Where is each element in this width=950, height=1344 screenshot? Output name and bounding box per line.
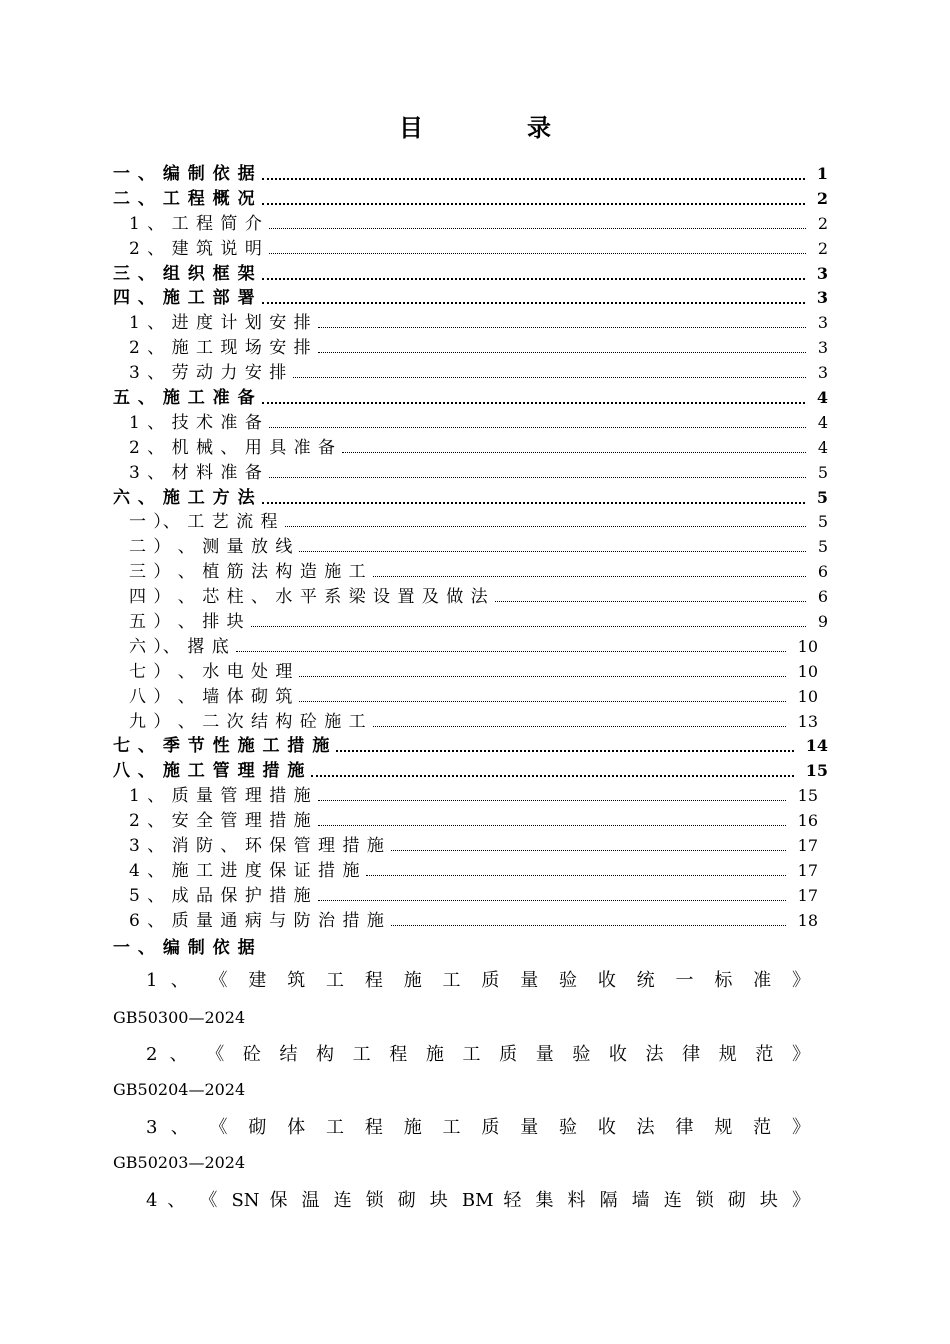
toc-row[interactable] <box>113 734 828 759</box>
basis-item-1: 1 、 《 建 筑 工 程 施 工 质 量 验 收 统 一 标 准 》 <box>146 970 811 991</box>
toc-leader-dots <box>262 187 805 212</box>
toc-page-number: 17 <box>797 860 818 880</box>
toc-page-number: 15 <box>805 761 828 781</box>
toc-leader-dots <box>262 262 805 287</box>
toc-row[interactable] <box>113 361 828 386</box>
toc-row[interactable] <box>113 660 828 685</box>
toc-entry-label: 五 ） 、 排 块 <box>129 610 245 635</box>
toc-page-number: 2 <box>817 213 828 233</box>
toc-entry-label: 2 、 建 筑 说 明 <box>129 237 263 262</box>
toc-entry-label: 1 、 工 程 简 介 <box>129 212 263 237</box>
toc-entry-label: 2 、 施 工 现 场 安 排 <box>129 336 312 361</box>
toc-row[interactable] <box>113 759 828 784</box>
toc-row[interactable] <box>113 162 828 187</box>
toc-row[interactable] <box>113 510 828 535</box>
toc-leader-dots <box>391 909 786 934</box>
toc-page-number: 15 <box>797 786 818 806</box>
toc-leader-dots <box>285 510 806 535</box>
toc-row[interactable] <box>113 486 828 511</box>
toc-leader-dots <box>366 859 786 884</box>
toc-page-number: 4 <box>817 412 828 432</box>
toc-leader-dots <box>293 361 806 386</box>
toc-page-number: 13 <box>797 711 818 731</box>
toc-row[interactable] <box>113 336 828 361</box>
toc-leader-dots <box>495 585 806 610</box>
toc-page-number: 6 <box>817 587 828 607</box>
toc-row[interactable] <box>113 461 828 486</box>
toc-row[interactable] <box>113 909 828 934</box>
toc-page-number: 2 <box>816 188 828 208</box>
toc-page-number: 17 <box>797 885 818 905</box>
toc-title: 目 录 <box>399 113 591 142</box>
toc-page-number: 3 <box>817 338 828 358</box>
toc-entry-label: 2 、 安 全 管 理 措 施 <box>129 809 312 834</box>
toc-entry-label: 三 ） 、 植 筋 法 构 造 施 工 <box>129 560 367 585</box>
toc-leader-dots <box>262 162 805 187</box>
toc-row[interactable] <box>113 710 828 735</box>
toc-entry-label: 七 ） 、 水 电 处 理 <box>129 660 293 685</box>
toc-entry-label: 二 ） 、 测 量 放 线 <box>129 535 293 560</box>
toc-leader-dots <box>262 286 805 311</box>
toc-leader-dots <box>299 685 786 710</box>
toc-page-number: 3 <box>816 263 828 283</box>
basis-code-2: GB50204—2024 <box>113 1080 246 1099</box>
toc-leader-dots <box>318 311 806 336</box>
toc-page-number: 5 <box>817 537 828 557</box>
toc-row[interactable] <box>113 286 828 311</box>
toc-leader-dots <box>391 834 786 859</box>
toc-row[interactable] <box>113 411 828 436</box>
toc-entry-label: 5 、 成 品 保 护 措 施 <box>129 884 312 909</box>
toc-row[interactable] <box>113 610 828 635</box>
toc-page-number: 9 <box>817 612 828 632</box>
toc-page-number: 5 <box>817 462 828 482</box>
toc-leader-dots <box>373 560 806 585</box>
toc-entry-label: 2 、 机 械 、 用 具 准 备 <box>129 436 336 461</box>
toc-entry-label: 6 、 质 量 通 病 与 防 治 措 施 <box>129 909 385 934</box>
toc-row[interactable] <box>113 809 828 834</box>
toc-entry-label: 1 、 进 度 计 划 安 排 <box>129 311 312 336</box>
toc-entry-label: 八 、 施 工 管 理 措 施 <box>113 759 305 784</box>
toc-row[interactable] <box>113 784 828 809</box>
toc-page-number: 10 <box>797 661 818 681</box>
basis-code-1: GB50300—2024 <box>113 1008 246 1027</box>
basis-item-3: 3 、 《 砌 体 工 程 施 工 质 量 验 收 法 律 规 范 》 <box>146 1117 811 1138</box>
toc-page-number: 5 <box>817 512 828 532</box>
toc-leader-dots <box>311 759 794 784</box>
toc-leader-dots <box>269 461 806 486</box>
toc-row[interactable] <box>113 560 828 585</box>
toc-row[interactable] <box>113 635 828 660</box>
toc-row[interactable] <box>113 859 828 884</box>
section-heading: 一 、 编 制 依 据 <box>113 938 256 958</box>
toc-entry-label: 3 、 消 防 、 环 保 管 理 措 施 <box>129 834 385 859</box>
toc-leader-dots <box>236 635 786 660</box>
toc-entry-label: 一 、 编 制 依 据 <box>113 162 256 187</box>
toc-page-number: 4 <box>816 388 828 408</box>
toc-entry-label: 四 、 施 工 部 署 <box>113 286 256 311</box>
toc-entry-label: 1 、 质 量 管 理 措 施 <box>129 784 312 809</box>
toc-entry-label: 六 ）、 撂 底 <box>129 635 230 660</box>
toc-page-number: 3 <box>817 363 828 383</box>
toc-page-number: 17 <box>797 836 818 856</box>
toc-page-number: 3 <box>817 313 828 333</box>
toc-leader-dots <box>269 212 806 237</box>
toc-row[interactable] <box>113 585 828 610</box>
toc-page-number: 14 <box>805 736 828 756</box>
toc-leader-dots <box>262 486 805 511</box>
toc-leader-dots <box>336 734 794 759</box>
toc-entry-label: 八 ） 、 墙 体 砌 筑 <box>129 685 293 710</box>
table-of-contents <box>113 162 828 934</box>
toc-row[interactable] <box>113 685 828 710</box>
toc-leader-dots <box>269 237 806 262</box>
toc-page-number: 3 <box>816 288 828 308</box>
toc-row[interactable] <box>113 535 828 560</box>
basis-item-4: 4 、 《 SN 保 温 连 锁 砌 块 BM 轻 集 料 隔 墙 连 锁 砌 块 》 <box>146 1190 810 1211</box>
toc-page-number: 5 <box>816 487 828 507</box>
toc-row[interactable] <box>113 262 828 287</box>
toc-page-number: 6 <box>817 562 828 582</box>
toc-page-number: 2 <box>817 238 828 258</box>
toc-leader-dots <box>251 610 806 635</box>
basis-code-3: GB50203—2024 <box>113 1153 246 1172</box>
toc-leader-dots <box>269 411 806 436</box>
toc-entry-label: 六 、 施 工 方 法 <box>113 486 256 511</box>
toc-page-number: 16 <box>797 811 818 831</box>
toc-leader-dots <box>373 710 786 735</box>
toc-leader-dots <box>342 436 806 461</box>
toc-leader-dots <box>318 784 786 809</box>
toc-leader-dots <box>299 535 806 560</box>
toc-entry-label: 3 、 材 料 准 备 <box>129 461 263 486</box>
toc-entry-label: 四 ） 、 芯 柱 、 水 平 系 梁 设 置 及 做 法 <box>129 585 489 610</box>
toc-page-number: 10 <box>797 686 818 706</box>
toc-leader-dots <box>318 336 806 361</box>
toc-entry-label: 五 、 施 工 准 备 <box>113 386 256 411</box>
toc-page-number: 18 <box>797 910 818 930</box>
toc-entry-label: 1 、 技 术 准 备 <box>129 411 263 436</box>
toc-row[interactable] <box>113 386 828 411</box>
basis-item-2: 2 、 《 砼 结 构 工 程 施 工 质 量 验 收 法 律 规 范 》 <box>146 1044 810 1065</box>
toc-leader-dots <box>318 884 786 909</box>
toc-entry-label: 一 ）、 工 艺 流 程 <box>129 510 279 535</box>
toc-page-number: 10 <box>797 636 818 656</box>
toc-row[interactable] <box>113 237 828 262</box>
toc-row[interactable] <box>113 311 828 336</box>
toc-entry-label: 九 ） 、 二 次 结 构 砼 施 工 <box>129 710 367 735</box>
toc-row[interactable] <box>113 884 828 909</box>
toc-entry-label: 七 、 季 节 性 施 工 措 施 <box>113 734 330 759</box>
toc-leader-dots <box>262 386 805 411</box>
toc-row[interactable] <box>113 212 828 237</box>
toc-page-number: 4 <box>817 437 828 457</box>
toc-leader-dots <box>318 809 786 834</box>
toc-entry-label: 3 、 劳 动 力 安 排 <box>129 361 287 386</box>
toc-entry-label: 4 、 施 工 进 度 保 证 措 施 <box>129 859 360 884</box>
toc-page-number: 1 <box>816 164 828 183</box>
toc-row[interactable] <box>113 187 828 212</box>
toc-row[interactable] <box>113 436 828 461</box>
toc-entry-label: 三 、 组 织 框 架 <box>113 262 256 287</box>
toc-leader-dots <box>299 660 786 685</box>
toc-row[interactable] <box>113 834 828 859</box>
toc-entry-label: 二 、 工 程 概 况 <box>113 187 256 212</box>
